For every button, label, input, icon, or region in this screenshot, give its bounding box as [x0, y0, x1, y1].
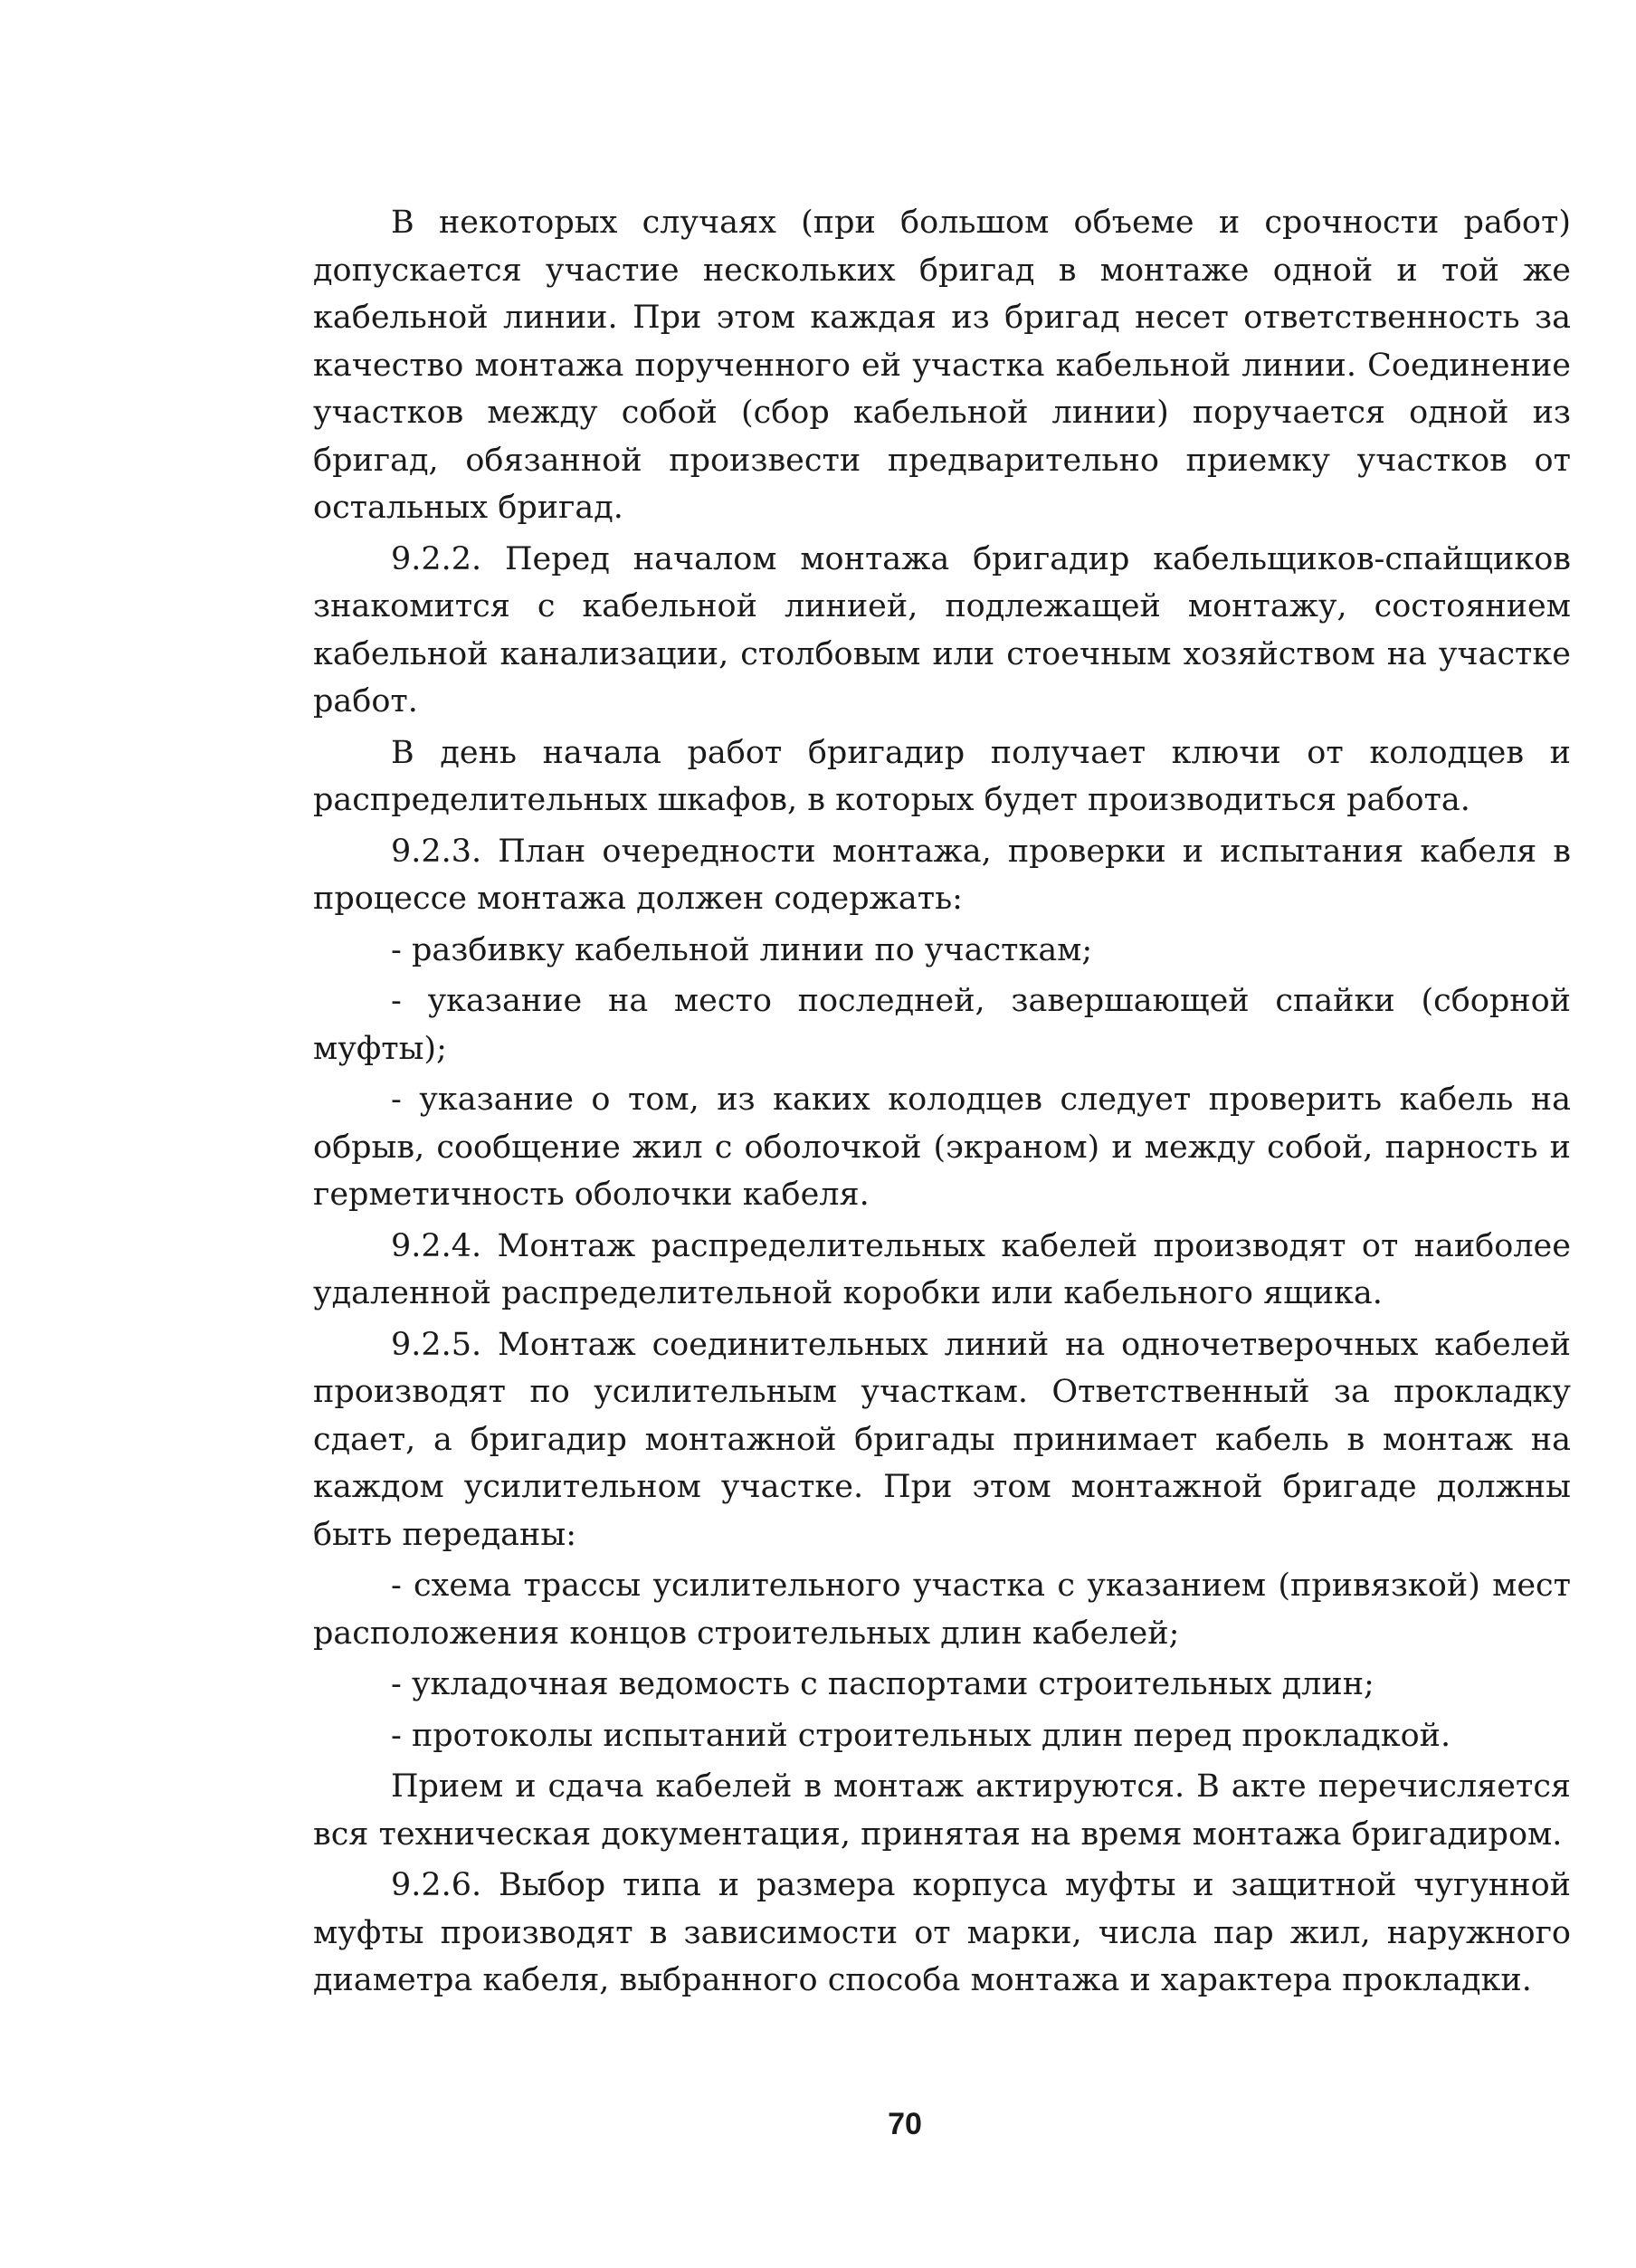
list-item: - укладочная ведомость с паспортами строительных длин; — [391, 1666, 1374, 1702]
paragraph-2: 9.2.2. Перед началом монтажа бригадир кабельщиков-спайщиков знакомится с кабельной линией, подлежащей монтажу, состоянием кабельной канализации, столбовым или стоечным хозяйством на участке работ. — [313, 540, 1571, 719]
paragraph-4: 9.2.3. План очередности монтажа, проверки и испытания кабеля в процессе монтажа должен содержать: — [313, 833, 1571, 917]
list-item: - схема трассы усилительного участка с указанием (привязкой) мест расположения концов строительных длин кабелей; — [313, 1568, 1571, 1652]
paragraph-3: В день начала работ бригадир получает ключи от колодцев и распределительных шкафов, в которых будет производиться работа. — [313, 734, 1571, 818]
list-item: - разбивку кабельной линии по участкам; — [391, 931, 1093, 968]
list-item: - протоколы испытаний строительных длин перед прокладкой. — [391, 1717, 1451, 1754]
list-item: - указание о том, из каких колодцев следует проверить кабель на обрыв, сообщение жил с оболочкой (экраном) и между собой, парность и герметичность оболочки кабеля. — [313, 1082, 1571, 1213]
paragraph-8: 9.2.6. Выбор типа и размера корпуса муфты и защитной чугунной муфты производят в зависимости от марки, числа пар жил, наружного диаметра кабеля, выбранного способа монтажа и характера прокладки. — [313, 1867, 1571, 1998]
paragraph-1: В некоторых случаях (при большом объеме и срочности работ) допускается участие нескольких бригад в монтаже одной и той же кабельной линии. При этом каждая из бригад несет ответственность за качество монтажа порученного ей участка кабельной линии. Соединение участков между собой (сбор кабельной линии) поручается одной из бригад, обязанной произвести предварительно приемку участков от остальных бригад. — [313, 205, 1571, 526]
paragraph-6: 9.2.5. Монтаж соединительных линий на одночетверочных кабелей производят по усилительным участкам. Ответственный за прокладку сдает, а бригадир монтажной бригады принимает кабель в монтаж на каждом усилительном участке. При этом монтажной бригаде должны быть переданы: — [313, 1326, 1571, 1553]
paragraph-5: 9.2.4. Монтаж распределительных кабелей производят от наиболее удаленной распределительной коробки или кабельного ящика. — [313, 1227, 1571, 1311]
paragraph-7: Прием и сдача кабелей в монтаж актируются. В акте перечисляется вся техническая документация, принятая на время монтажа бригадиром. — [313, 1768, 1571, 1853]
list-item: - указание на место последней, завершающей спайки (сборной муфты); — [313, 983, 1571, 1067]
page-body — [313, 199, 1571, 2008]
page-number: 70 — [888, 2107, 922, 2141]
